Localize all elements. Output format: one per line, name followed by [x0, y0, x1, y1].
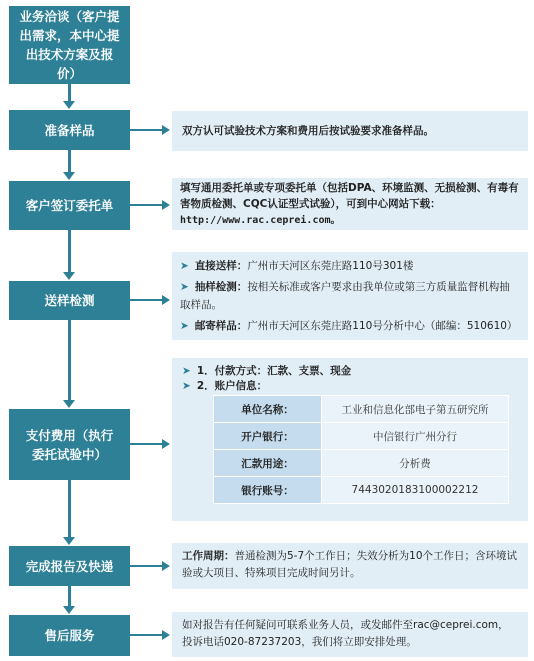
step-label: 售后服务 [44, 628, 95, 643]
table-row [214, 423, 509, 450]
arrowhead-2 [63, 172, 75, 180]
step-label: 送样检测 [44, 293, 95, 308]
report-text: 普通检测为5-7个工作日；失效分析为10个工作日；含环境试验或大项目、特殊项目完成时间另计。 [182, 550, 518, 579]
chevron-right-icon: ➤ [180, 281, 189, 293]
delivery-item-text: 按相关标准或客户要求由我单位或第三方质量监督机构抽取样品。 [180, 281, 510, 311]
arrowhead-5 [63, 537, 75, 545]
contract-text: 填写通用委托单或专项委托单（包括DPA、环境监测、无损检测、有毒有害物质检测、CQC认证型式试验），可到中心网站下载： [180, 182, 519, 210]
connector-2 [68, 150, 71, 172]
account-key: 汇款用途： [214, 450, 322, 477]
arrowhead-3 [63, 272, 75, 280]
step-label: 准备样品 [44, 122, 95, 138]
chevron-right-icon: ➤ [182, 380, 191, 392]
prepare-panel [172, 111, 528, 151]
arrow-delivery [130, 293, 170, 307]
service-text: 如对报告有任何疑问可联系业务人员，或发邮件至rac@ceprei.com，投诉电话020-87237203，我们将立即安排处理。 [182, 619, 509, 648]
step-label: 业务洽谈（客户提出需求，本中心提出技术方案及报价） [19, 9, 120, 81]
connector-6 [68, 586, 71, 606]
connector-4 [68, 320, 71, 400]
delivery-item [180, 278, 518, 314]
step-label: 客户签订委托单 [25, 198, 114, 213]
account-table [213, 395, 509, 504]
delivery-item-title: 邮寄样品： [194, 320, 248, 332]
account-key: 单位名称： [214, 396, 322, 423]
delivery-item-text: 广州市天河区东莞庄路110号分析中心（邮编：510610） [247, 320, 518, 332]
account-value: 工业和信息化部电子第五研究所 [322, 396, 509, 423]
arrow-report [130, 559, 170, 573]
table-row [214, 450, 509, 477]
table-row [214, 396, 509, 423]
account-info-text: 2．账户信息： [196, 380, 268, 392]
chevron-right-icon: ➤ [180, 260, 189, 272]
arrowhead-6 [63, 606, 75, 614]
connector-3 [68, 230, 71, 272]
arrow-prepare [130, 123, 170, 137]
arrow-payment [130, 437, 170, 451]
arrow-service [130, 628, 170, 642]
report-title: 工作周期： [182, 550, 235, 562]
account-key: 银行账号： [214, 477, 322, 504]
step-label: 支付费用（执行委托试验中） [25, 427, 114, 462]
prepare-text: 双方认可试验技术方案和费用后按试验要求准备样品。 [182, 125, 434, 137]
report-panel [172, 543, 528, 589]
step-prepare-sample [9, 110, 130, 150]
step-after-sales [9, 615, 130, 656]
delivery-panel [172, 252, 528, 340]
step-business-negotiation [9, 6, 130, 84]
delivery-item-title: 直接送样： [194, 260, 248, 272]
delivery-item [180, 257, 518, 275]
connector-1 [68, 84, 71, 101]
account-info-heading [182, 379, 518, 394]
delivery-item-text: 广州市天河区东莞庄路110号301楼 [247, 260, 414, 272]
arrowhead-1 [63, 101, 75, 109]
delivery-item-title: 抽样检测： [194, 281, 248, 293]
table-row [214, 477, 509, 504]
delivery-item [180, 317, 518, 335]
arrowhead-4 [63, 400, 75, 408]
step-sign-contract [9, 181, 130, 230]
step-send-sample [9, 281, 130, 320]
contract-panel [172, 178, 528, 230]
step-report-delivery [9, 546, 130, 586]
chevron-right-icon: ➤ [182, 365, 191, 377]
account-value: 分析费 [322, 450, 509, 477]
contract-url: http://www.rac.ceprei.com。 [180, 215, 341, 226]
account-value: 7443020183100002212 [322, 477, 509, 504]
payment-method [182, 364, 518, 379]
account-value: 中信银行广州分行 [322, 423, 509, 450]
step-label: 完成报告及快递 [25, 558, 114, 574]
service-panel [172, 612, 528, 657]
step-payment [9, 409, 130, 480]
connector-5 [68, 480, 71, 537]
payment-method-text: 1．付款方式：汇款、支票、现金 [196, 365, 352, 377]
chevron-right-icon: ➤ [180, 320, 189, 332]
arrow-contract [130, 198, 170, 212]
account-key: 开户银行： [214, 423, 322, 450]
